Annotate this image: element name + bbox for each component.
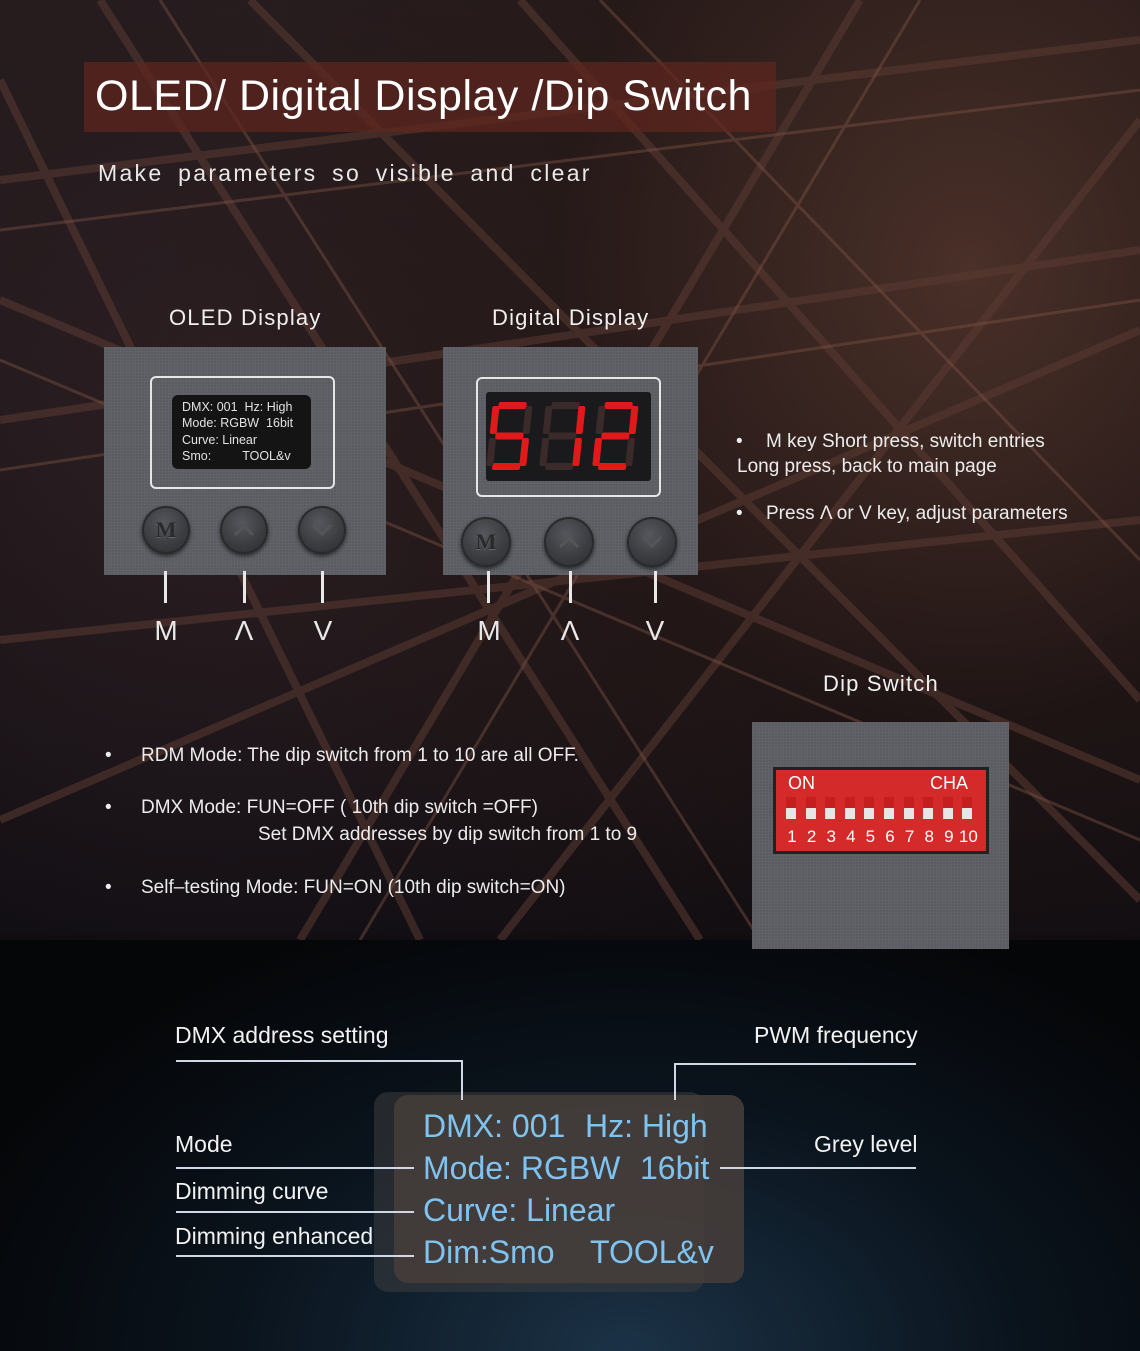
oled-up-button[interactable] [220, 506, 268, 554]
digital-m-pointer [487, 571, 490, 603]
chevron-down-icon [311, 523, 333, 537]
dip-switch-toggle[interactable] [962, 797, 972, 819]
dip-switch-knob [904, 808, 914, 819]
dip-switch-toggle[interactable] [806, 797, 816, 819]
callout-line [674, 1063, 916, 1065]
big-line-dmx: DMX: 001 [423, 1108, 566, 1144]
dip-switch-number: 3 [826, 827, 836, 846]
led-segment [551, 402, 580, 409]
chevron-down-icon [641, 535, 663, 549]
digital-panel [443, 347, 698, 575]
callout-dimming-curve: Dimming curve [175, 1178, 329, 1204]
led-segment [576, 406, 586, 434]
key-note-bullet: • [736, 431, 743, 452]
led-segment [519, 438, 529, 466]
dip-switch-number: 8 [924, 827, 934, 846]
digital-down-pointer [654, 571, 657, 603]
key-note-m-long: Long press, back to main page [737, 456, 997, 477]
dip-switch-number: 10 [958, 827, 978, 846]
oled-m-button[interactable] [142, 506, 190, 554]
dip-switch-knob [825, 808, 835, 819]
dip-switch-knob [806, 808, 816, 819]
dip-switch-toggle[interactable] [825, 797, 835, 819]
key-note-bullet: • [736, 503, 743, 524]
digital-key-up: Λ [560, 615, 580, 646]
big-line-curve: Curve: Linear [423, 1192, 616, 1228]
callout-line [674, 1063, 676, 1100]
oled-line-2: Mode: RGBW 16bit [182, 416, 294, 430]
led-segment [596, 406, 606, 434]
oled-key-down: V [313, 615, 333, 646]
digital-heading: Digital Display [492, 305, 650, 330]
dip-switch-knob [884, 808, 894, 819]
led-segment [498, 402, 527, 409]
rdm-mode-text: RDM Mode: The dip switch from 1 to 10 are all OFF. [141, 745, 579, 766]
callout-dimming-enhanced: Dimming enhanced [175, 1223, 374, 1249]
chevron-up-icon [558, 535, 580, 549]
mode-bullet: • [105, 797, 112, 818]
big-line-hz: Hz: High [585, 1108, 708, 1144]
callout-mode: Mode [175, 1131, 233, 1157]
callout-line [461, 1060, 463, 1100]
oled-key-m: M [154, 615, 178, 646]
led-display [486, 392, 651, 481]
dmx-mode-detail: Set DMX addresses by dip switch from 1 to 9 [258, 824, 638, 845]
dip-switch-number: 9 [944, 827, 954, 846]
led-segment [539, 438, 549, 466]
digital-up-button[interactable] [544, 517, 594, 567]
oled-line-1: DMX: 001 Hz: High [182, 400, 293, 414]
oled-screen-frame [150, 376, 335, 489]
callout-line [720, 1167, 916, 1169]
led-segment [548, 433, 577, 440]
dip-cha-label: CHA [930, 773, 969, 793]
led-segment [572, 438, 582, 466]
led-segment [625, 438, 635, 466]
dip-switch-toggle[interactable] [923, 797, 933, 819]
callout-line [176, 1060, 463, 1062]
big-line-tool: TOOL&v [590, 1234, 714, 1270]
digital-key-down: V [645, 615, 665, 646]
callout-pwm-frequency: PWM frequency [754, 1022, 918, 1048]
led-segment [490, 406, 500, 434]
led-segment [629, 406, 639, 434]
oled-up-pointer [243, 571, 246, 603]
led-segment [495, 433, 524, 440]
dip-switch-number: 1 [787, 827, 797, 846]
digital-m-button[interactable] [461, 517, 511, 567]
dip-switch-toggle[interactable] [845, 797, 855, 819]
digital-up-pointer [569, 571, 572, 603]
dip-switch-knob [943, 808, 953, 819]
oled-down-button[interactable] [298, 506, 346, 554]
big-line-mode: Mode: RGBW [423, 1150, 621, 1186]
dip-switch-knob [864, 808, 874, 819]
led-segment [604, 402, 633, 409]
oled-line-3: Curve: Linear [182, 433, 258, 447]
dip-heading: Dip Switch [823, 671, 939, 696]
callout-line [176, 1255, 414, 1257]
oled-m-pointer [164, 571, 167, 603]
digital-down-button[interactable] [627, 517, 677, 567]
page-title: OLED/ Digital Display /Dip Switch [95, 72, 752, 120]
callout-line [176, 1211, 414, 1213]
dip-switch-number: 6 [885, 827, 895, 846]
dip-panel [752, 722, 1009, 949]
key-note-m-short: M key Short press, switch entries [766, 431, 1045, 452]
oled-key-up: Λ [234, 615, 254, 646]
key-note-adjust: Press Λ or V key, adjust parameters [766, 503, 1068, 524]
big-oled-screen [394, 1095, 744, 1283]
self-testing-mode-text: Self–testing Mode: FUN=ON (10th dip switch=ON) [141, 877, 566, 898]
led-segment [601, 433, 630, 440]
digital-screen-frame [476, 377, 661, 497]
oled-screen [172, 395, 311, 469]
oled-line-4: Smo: TOOL&v [182, 449, 291, 463]
led-digits [486, 392, 651, 481]
led-segment [598, 463, 627, 470]
dip-switch-number: 2 [806, 827, 817, 846]
chevron-up-icon [233, 523, 255, 537]
led-segment [545, 463, 574, 470]
dmx-mode-text: DMX Mode: FUN=OFF ( 10th dip switch =OFF) [141, 797, 538, 818]
dip-switch-number: 5 [865, 827, 876, 846]
dip-switch-toggle[interactable] [904, 797, 914, 819]
page-subtitle: Make parameters so visible and clear [98, 160, 592, 186]
big-line-dim: Dim:Smo [423, 1234, 555, 1270]
dip-switch-toggle[interactable] [786, 797, 796, 819]
dip-switch-block [773, 767, 989, 854]
big-line-bit: 16bit [640, 1150, 710, 1186]
callout-grey-level: Grey level [814, 1131, 918, 1157]
dip-switch-knob [845, 808, 855, 819]
m-key-label: M [155, 517, 177, 542]
led-segment [492, 463, 521, 470]
dip-switch-toggle[interactable] [884, 797, 894, 819]
callout-line [176, 1167, 414, 1169]
led-segment [523, 406, 533, 434]
dip-switch-toggle[interactable] [864, 797, 874, 819]
led-segment [592, 438, 602, 466]
dip-switch-knob [962, 808, 972, 819]
oled-panel [104, 347, 386, 575]
digital-key-m: M [477, 615, 501, 646]
dip-switch-knob [786, 808, 796, 819]
oled-down-pointer [321, 571, 324, 603]
dip-switch-toggle[interactable] [943, 797, 953, 819]
callout-dmx-address: DMX address setting [175, 1022, 389, 1048]
dip-switch-number: 4 [846, 827, 856, 846]
dip-on-label: ON [788, 773, 815, 793]
led-segment [543, 406, 553, 434]
oled-heading: OLED Display [169, 305, 322, 330]
dip-switch-knob [923, 808, 933, 819]
led-segment [486, 438, 496, 466]
dip-switch-number: 7 [904, 827, 915, 846]
mode-bullet: • [105, 745, 112, 766]
m-key-label: M [475, 529, 497, 554]
mode-bullet: • [105, 877, 112, 898]
